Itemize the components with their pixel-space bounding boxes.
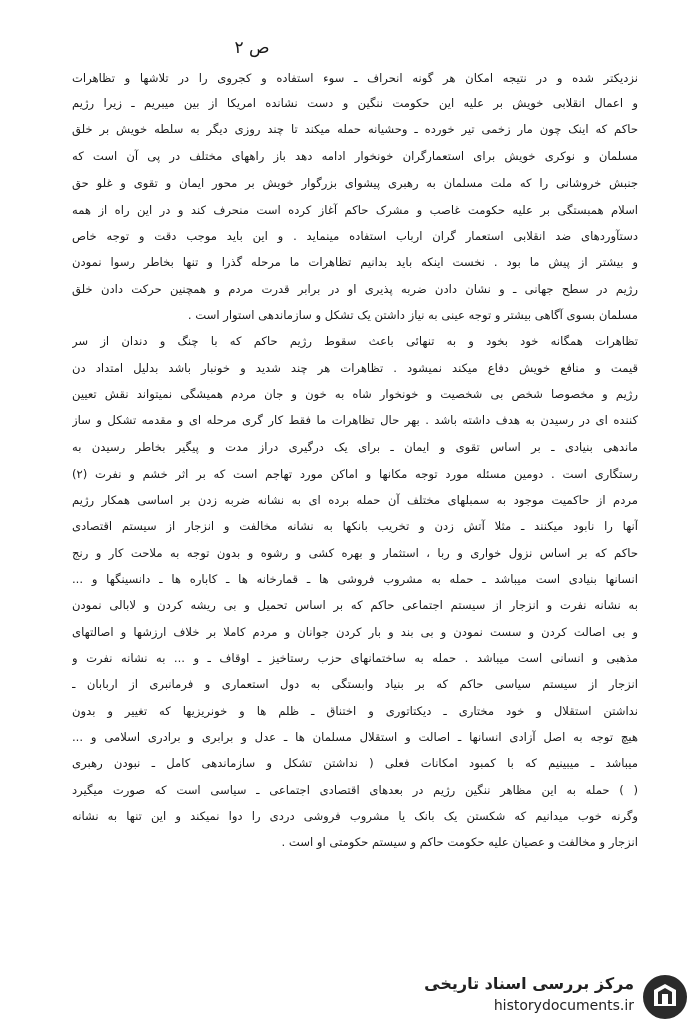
- text-line: اسلام همبستگی بر علیه حکومت غاصب و مشرک حاکم آغاز کرده است منحرف کند و در این راه از همه: [72, 203, 638, 217]
- text-line: میباشد ـ میبینیم که با کمبود امکانات فعلی ( نداشتن تشکل و سازماندهی کامل ـ نبودن رهبری: [72, 756, 638, 770]
- text-line: ( ) حمله به این مظاهر ننگین رژیم در بعدهای اقتصادی اجتماعی ـ سیاسی است که صورت میگیرد: [72, 783, 638, 797]
- text-line: مسلمان بسوی آگاهی بیشتر و توجه عینی به نیاز داشتن یک تشکل و سازماندهی استوار است .: [187, 308, 638, 322]
- text-line: به نشانه نفرت و انزجار از سیستم اجتماعی حاکم که بر اساس تحمیل و بی ریشه کردن و لابالی نمودن: [72, 598, 638, 612]
- text-line: قیمت و منافع خویش دفاع میکند نمیشود . تظاهرات هر چند شدید و خونبار باشد بدلیل امتداد دن: [72, 361, 638, 375]
- text-line: جنبش خروشانی را که ملت مسلمان به رهبری پیشوای بزرگوار خویش بر محور ایمان و تقوی و غلو حق: [72, 176, 638, 190]
- text-line: مردم از حاکمیت موجود به سمبلهای مختلف آن حمله برده ای به نشانه ضربه زدن بر اساسی همکار رژیم: [72, 493, 638, 507]
- text-line: مسلمان و نوکری خویش برای استعمارگران خونخوار ادامه دهد باز راههای مختلف در پی آن است که: [72, 149, 638, 163]
- text-line: آنها را نابود میکنند ـ مثلا آتش زدن و تخریب بانکها به نشانه مخالفت و انزجار از سیستم اقتصادی: [72, 519, 638, 533]
- text-line: انزجار از سیستم سیاسی حاکم که بر بنیاد وابستگی به دول استعماری و فرمانبری از اربابان ـ: [72, 677, 638, 691]
- text-line: و اعمال انقلابی خویش بر علیه این حکومت ننگین و دست نشانده امریکا از بین میبریم ـ زیرا رژیم: [72, 96, 638, 110]
- text-line: هیچ توجه به اصل آزادی انسانها ـ اصالت و استقلال مسلمان ها ـ عدل و برابری و برادری اسلامی و ...: [72, 730, 638, 744]
- watermark-url: historydocuments.ir: [493, 998, 634, 1014]
- text-line: انزجار و مخالفت و عصیان علیه حکومت حاکم و سیستم حکومتی او است .: [281, 835, 638, 849]
- text-line: وگرنه خوب میدانیم که شکستن یک بانک یا مشروب فروشی دردی را دوا نمیکند و این تنها به نشانه: [72, 809, 638, 823]
- text-line: حاکم که اینک چون مار زخمی تیر خورده ـ وحشیانه حمله میکند تا چند روزی دیگر به سلطه خویش بر خلق: [72, 122, 638, 136]
- page-number: ص ۲: [234, 38, 270, 58]
- text-line: و بیشتر از پیش ما بود . نخست اینکه باید بدانیم تظاهرات ما مرحله گذرا و تنها بخاطر رسوا نمودن: [72, 255, 638, 269]
- watermark: [424, 968, 694, 1028]
- text-line: رژیم و مخصوصا شخص بی شخصیت و خونخوار شاه به خون و جان مردم همیشگی نمیتواند نقش تعیین: [72, 387, 638, 401]
- text-line: حاکم که بر اساس نزول خواری و ربا ، استثمار و بهره کشی و رشوه و بدون توجه به ملاحت کار و رنج: [72, 546, 638, 560]
- text-line: تظاهرات همگانه خود بخود و به تنهائی باعث سقوط رژیم حاکم که با چنگ و دندان از سر: [72, 334, 638, 348]
- text-line: نداشتن استقلال و خود مختاری ـ دیکتاتوری و اختناق ـ ظلم ها و خونریزیها که تغییر و بدون: [72, 704, 638, 718]
- text-line: رژیم در سطح جهانی ـ و نشان دادن ضربه پذیری او در برابر قدرت مردم و همچنین حرکت دادن خلق: [72, 282, 638, 296]
- text-line: کننده ای در رسیدن به هدف داشته باشد . بهر حال تظاهرات ما فقط کار گری مرحله ای و مقدمه تشکل و ساز: [72, 413, 638, 427]
- watermark-name: مرکز بررسی اسناد تاریخی: [424, 974, 634, 993]
- text-line: رستگاری است . دومین مسئله مورد توجه مکانها و اماکن مورد تهاجم است که بر اثر خشم و نفرت (۲): [72, 467, 638, 481]
- archive-logo-icon: [640, 972, 690, 1022]
- text-line: دستآوردهای ضد انقلابی استعمار گران ارباب استفاده مینماید . و این باید موجب دقت و توجه خاص: [72, 229, 638, 243]
- text-line: مذهبی و انسانی است میباشد . حمله به ساختمانهای حزب رستاخیز ـ اوقاف ـ و ... به نشانه نفرت و: [72, 651, 638, 665]
- text-line: نزدیکتر شده و در نتیجه امکان هر گونه انحراف ـ سوء استفاده و کجروی را در تلاشها و تظاهرات: [72, 71, 638, 85]
- text-line: و بی اصالت کردن و سست نمودن و بی بند و بار کردن جوانان و مردم کاملا بر خلاف ارزشها و اصالتهای: [72, 625, 638, 639]
- text-line: انسانها بنیادی است میباشد ـ حمله به مشروب فروشی ها ـ قمارخانه ها ـ کاباره ها ـ دانسینگها و ...: [72, 572, 638, 586]
- text-line: ماندهی بنیادی ـ بر اساس تقوی و ایمان ـ برای یک درگیری دراز مدت و پیگیر بخاطر رسیدن به: [72, 440, 638, 454]
